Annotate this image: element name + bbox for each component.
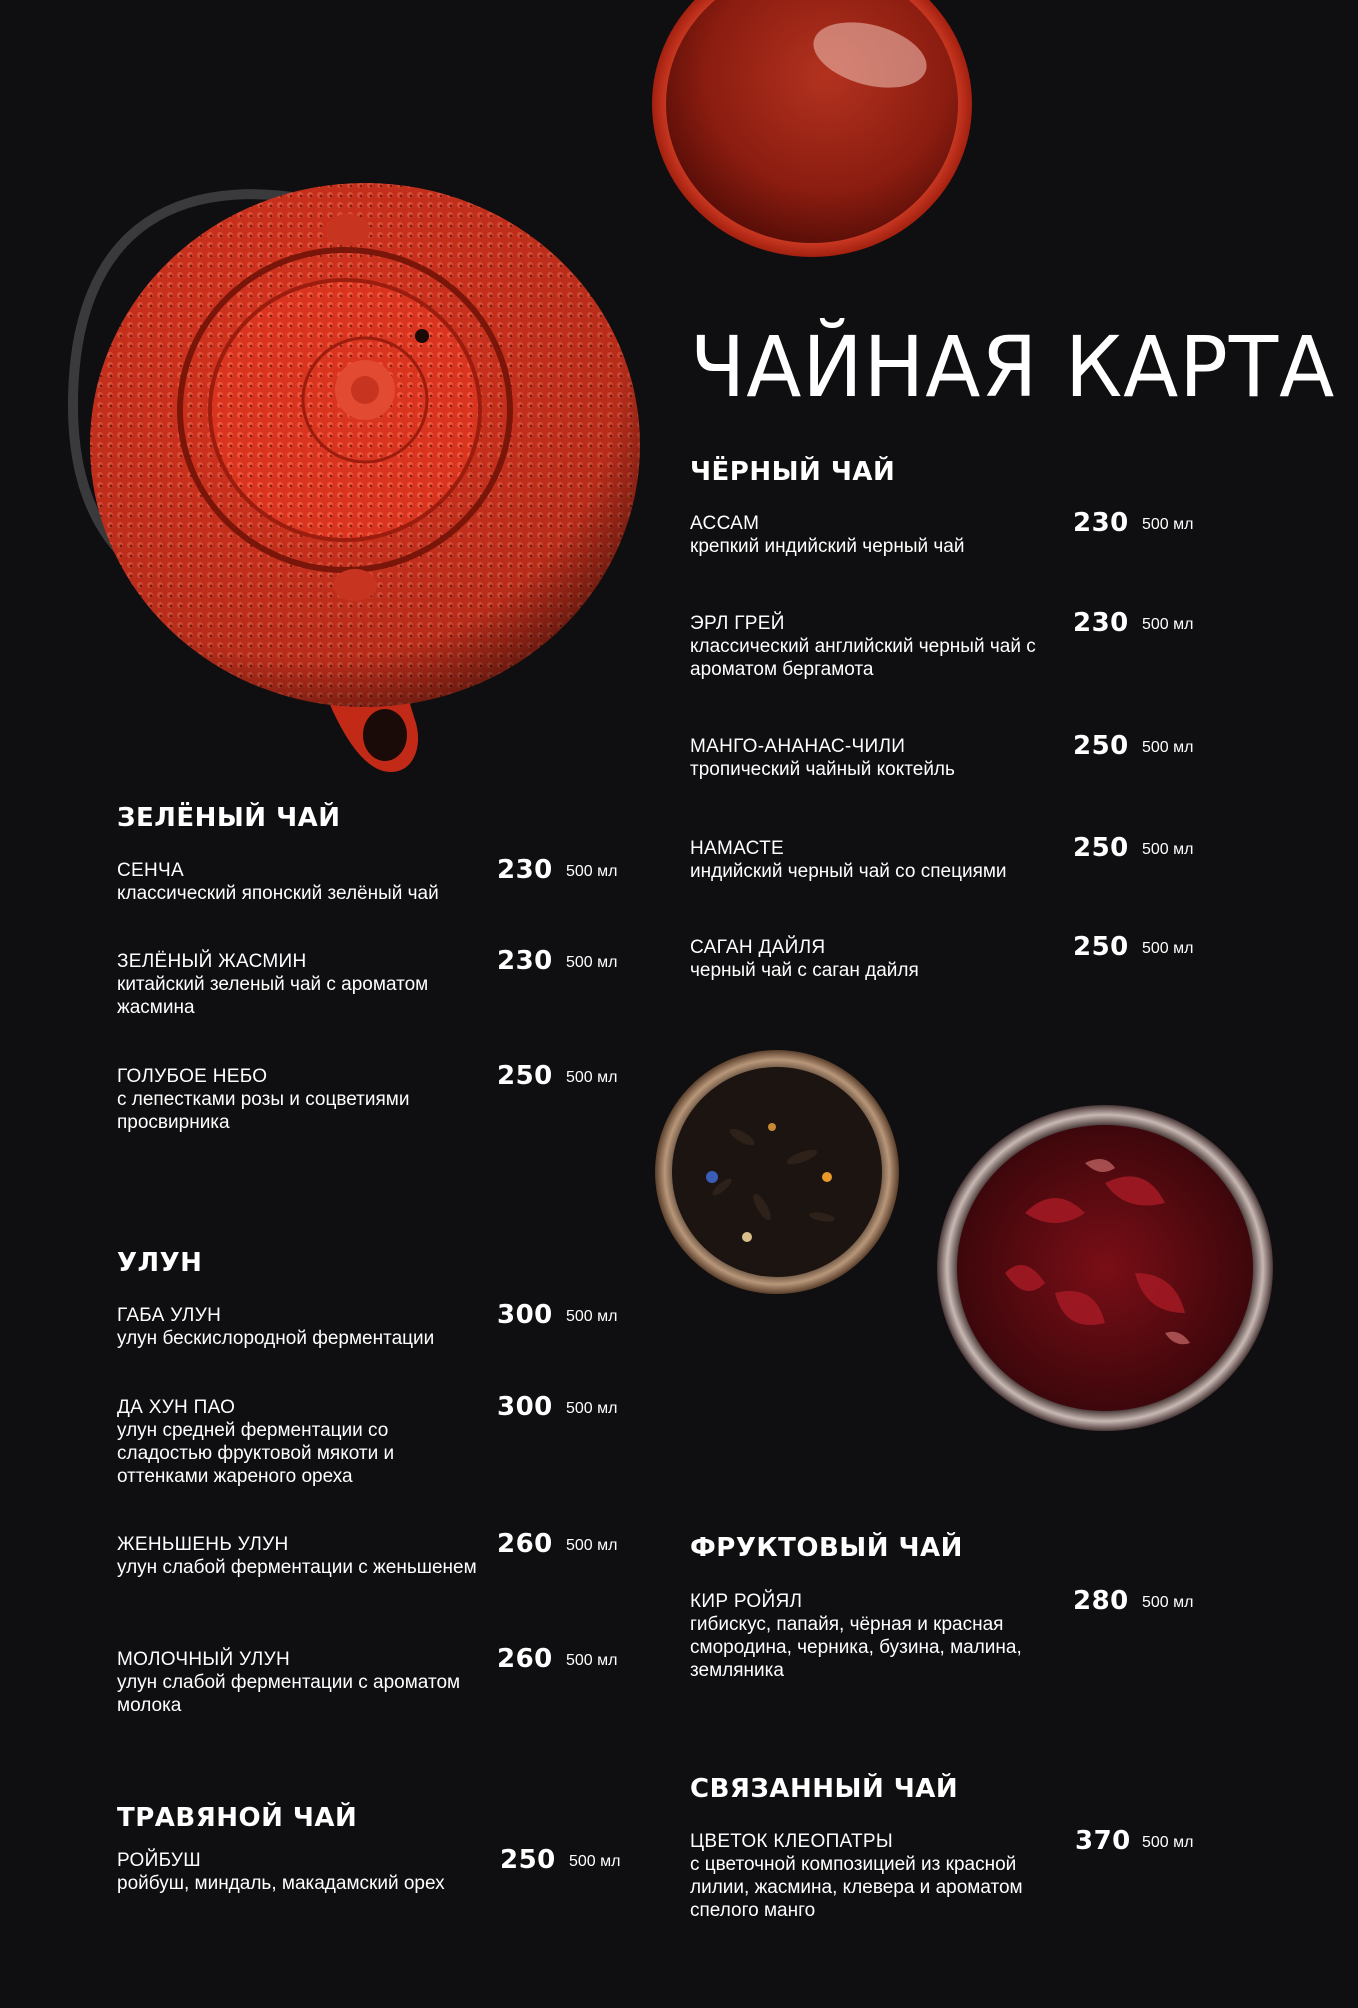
item-name: ГАБА УЛУН [117, 1305, 222, 1326]
section-title-green-tea: ЗЕЛЁНЫЙ ЧАЙ [117, 803, 341, 833]
item-price: 300 [497, 1300, 553, 1330]
item-name: ГОЛУБОЕ НЕБО [117, 1066, 268, 1087]
red-tea-cup-image [650, 0, 975, 262]
menu-item [117, 1392, 637, 1488]
item-volume: 500 мл [566, 954, 618, 971]
item-price: 250 [1073, 731, 1129, 761]
item-volume: 500 мл [1142, 1834, 1194, 1851]
menu-item [117, 1300, 637, 1350]
page-title: ЧАЙНАЯ КАРТА [690, 318, 1336, 416]
item-name: ЗЕЛЁНЫЙ ЖАСМИН [117, 951, 307, 972]
item-volume: 500 мл [1142, 1594, 1194, 1611]
item-name: ЖЕНЬШЕНЬ УЛУН [117, 1534, 289, 1555]
menu-item [117, 1061, 637, 1134]
menu-item [117, 1845, 637, 1895]
item-desc: тропический чайный коктейль [690, 759, 955, 780]
item-volume: 500 мл [566, 863, 618, 880]
item-volume: 500 мл [1142, 739, 1194, 756]
item-name: ЦВЕТОК КЛЕОПАТРЫ [690, 1831, 894, 1852]
menu-item [690, 731, 1210, 781]
menu-item [690, 508, 1210, 558]
menu-item [117, 946, 637, 1019]
menu-item [690, 833, 1210, 883]
item-price: 280 [1073, 1586, 1129, 1616]
item-name: СЕНЧА [117, 860, 184, 881]
section-title-tied-tea: СВЯЗАННЫЙ ЧАЙ [690, 1774, 959, 1804]
item-desc: черный чай с саган дайля [690, 960, 919, 981]
item-name: ДА ХУН ПАО [117, 1397, 236, 1418]
item-desc: классический японский зелёный чай [117, 883, 439, 904]
section-title-oolong: УЛУН [117, 1248, 203, 1278]
item-volume: 500 мл [566, 1400, 618, 1417]
item-name: НАМАСТЕ [690, 838, 784, 859]
section-title-herbal-tea: ТРАВЯНОЙ ЧАЙ [117, 1803, 358, 1833]
section-title-black-tea: ЧЁРНЫЙ ЧАЙ [690, 457, 896, 487]
item-desc: с лепестками розы и соцветиями просвирника [117, 1089, 410, 1133]
item-volume: 500 мл [569, 1853, 621, 1870]
item-volume: 500 мл [1142, 841, 1194, 858]
item-price: 230 [497, 855, 553, 885]
item-price: 230 [1073, 508, 1129, 538]
item-name: РОЙБУШ [117, 1850, 202, 1871]
item-price: 250 [1073, 932, 1129, 962]
red-cast-iron-teapot-image [55, 160, 645, 780]
item-price: 250 [1073, 833, 1129, 863]
item-desc: китайский зеленый чай с ароматом жасмина [117, 974, 429, 1018]
item-name: КИР РОЙЯЛ [690, 1591, 803, 1612]
menu-item [690, 608, 1210, 681]
item-price: 230 [497, 946, 553, 976]
item-volume: 500 мл [1142, 516, 1194, 533]
item-desc: индийский черный чай со специями [690, 861, 1007, 882]
item-volume: 500 мл [1142, 940, 1194, 957]
item-name: ЭРЛ ГРЕЙ [690, 613, 785, 634]
item-desc: классический английский черный чай с ароматом бергамота [690, 636, 1036, 680]
item-price: 230 [1073, 608, 1129, 638]
item-price: 250 [497, 1061, 553, 1091]
item-desc: улун слабой ферментации с ароматом молока [117, 1672, 461, 1716]
item-volume: 500 мл [566, 1308, 618, 1325]
menu-item [117, 1529, 637, 1579]
menu-item [117, 855, 637, 905]
item-desc: ройбуш, миндаль, макадамский орех [117, 1873, 445, 1894]
item-name: МАНГО-АНАНАС-ЧИЛИ [690, 736, 906, 757]
item-volume: 500 мл [566, 1537, 618, 1554]
item-price: 300 [497, 1392, 553, 1422]
item-price: 260 [497, 1529, 553, 1559]
item-name: МОЛОЧНЫЙ УЛУН [117, 1649, 290, 1670]
item-name: САГАН ДАЙЛЯ [690, 937, 826, 958]
menu-item [690, 932, 1210, 982]
item-price: 260 [497, 1644, 553, 1674]
item-volume: 500 мл [1142, 616, 1194, 633]
menu-item [690, 1586, 1210, 1682]
item-volume: 500 мл [566, 1069, 618, 1086]
item-desc: с цветочной композицией из красной лилии, жасмина, клевера и ароматом спелого манго [690, 1854, 1023, 1921]
item-desc: крепкий индийский черный чай [690, 536, 965, 557]
section-title-fruit-tea: ФРУКТОВЫЙ ЧАЙ [690, 1533, 963, 1563]
hibiscus-bowl-image [935, 1103, 1275, 1433]
item-price: 370 [1075, 1826, 1131, 1856]
menu-item [690, 1826, 1210, 1922]
black-tea-leaves-bowl-image [652, 1047, 902, 1297]
item-desc: гибискус, папайя, чёрная и красная смородина, черника, бузина, малина, земляника [690, 1614, 1022, 1681]
item-name: АССАМ [690, 513, 760, 534]
item-desc: улун слабой ферментации с женьшенем [117, 1557, 477, 1578]
menu-item [117, 1644, 637, 1717]
item-desc: улун бескислородной ферментации [117, 1328, 435, 1349]
item-price: 250 [500, 1845, 556, 1875]
item-desc: улун средней ферментации со сладостью фруктовой мякоти и оттенками жареного ореха [117, 1420, 395, 1487]
item-volume: 500 мл [566, 1652, 618, 1669]
